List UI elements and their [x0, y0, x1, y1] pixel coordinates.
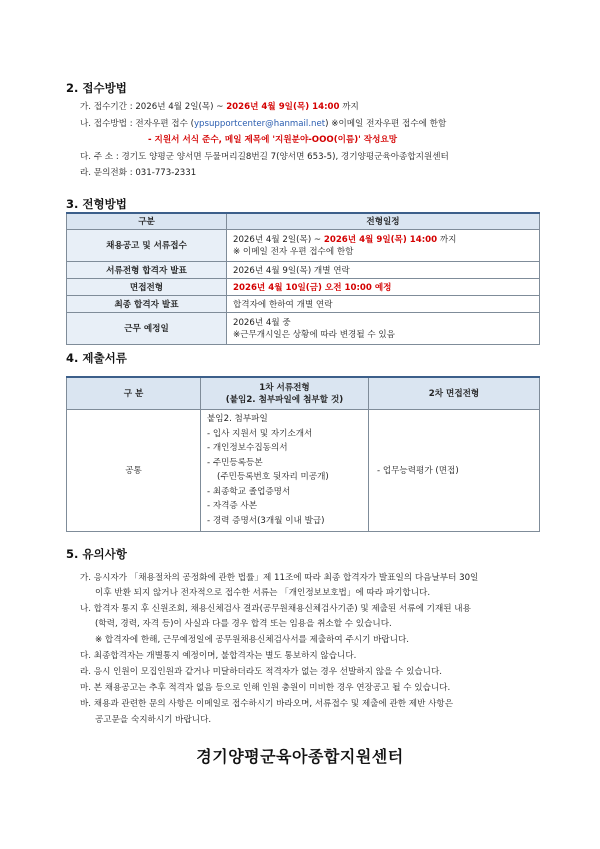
method-note: - 지원서 서식 준수, 메일 제목에 '지원분야-OOO(이름)' 작성요망 — [148, 135, 398, 145]
notice-line: ※ 합격자에 한해, 근무예정일에 공무원채용신체검사서를 제출하여 주시기 바랍니다. — [95, 635, 410, 645]
interview-value: - 업무능력평가 (면접) — [369, 409, 540, 531]
section-2-title: 2. 접수방법 — [66, 81, 127, 95]
notice-line: 다. 최종합격자는 개별통지 예정이며, 불합격자는 별도 통보하지 않습니다. — [80, 651, 357, 661]
stage-label: 최종 합격자 발표 — [67, 295, 227, 312]
organization-name: 경기양평군육아종합지원센터 — [196, 747, 404, 766]
stage-label: 면접전형 — [67, 278, 227, 295]
table-row — [67, 295, 540, 312]
phone-line: 라. 문의전화 : 031-773-2331 — [80, 168, 197, 178]
list-item: (주민등록번호 뒷자리 미공개) — [217, 472, 329, 482]
selection-schedule-table — [66, 212, 540, 345]
col-type: 구 분 — [67, 377, 201, 409]
list-item: 붙임2. 첨부파일 — [207, 414, 268, 424]
stage-value: 2026년 4월 중 ※근무개시일은 상황에 따라 변경될 수 있음 — [227, 312, 540, 344]
list-item: - 주민등록등본 — [207, 457, 263, 468]
documents-table — [66, 376, 540, 532]
notice-line: 이후 반환 되지 않거나 전자적으로 접수한 서류는 「개인정보보호법」에 따라 파기합니다. — [95, 588, 431, 598]
stage-value: 2026년 4월 10일(금) 오전 10:00 예정 — [227, 278, 540, 295]
notice-line: 가. 응시자가 「채용절차의 공정화에 관한 법률」제 11조에 따라 최종 합격자가 발표일의 다음날부터 30일 — [80, 573, 479, 583]
list-item: - 입사 지원서 및 자기소개서 — [207, 428, 313, 439]
section-4-title: 4. 제출서류 — [66, 351, 127, 365]
col-stage: 구분 — [67, 213, 227, 229]
list-item: - 최종학교 졸업증명서 — [207, 486, 291, 497]
notice-line: 나. 합격자 통지 후 신원조회, 채용신체검사 결과(공무원채용신체검사기준) 및 제출된 서류에 기재된 내용 — [80, 604, 471, 614]
col-first-round: 1차 서류전형 (붙임2. 첨부파일에 첨부할 것) — [201, 377, 369, 409]
col-second-round: 2차 면접전형 — [369, 377, 540, 409]
list-item: - 경력 증명서(3개월 이내 발급) — [207, 515, 325, 526]
notice-line: (학력, 경력, 자격 등)이 사실과 다를 경우 합격 또는 임용을 취소할 수 있습니다. — [95, 619, 392, 629]
period-line: 가. 접수기간 : 2026년 4월 2일(목) ~ 2026년 4월 9일(목) 14:00 까지 — [80, 102, 359, 112]
stage-value: 2026년 4월 9일(목) 개별 연락 — [227, 261, 540, 278]
col-schedule: 전형일정 — [227, 213, 540, 229]
row-label: 공통 — [67, 409, 201, 531]
list-item: - 자격증 사본 — [207, 501, 258, 511]
table-row — [67, 261, 540, 278]
table-row — [67, 278, 540, 295]
table-row — [67, 409, 540, 531]
stage-label: 채용공고 및 서류접수 — [67, 229, 227, 261]
section-5-title: 5. 유의사항 — [66, 547, 127, 561]
contact-email-link[interactable]: ypsupportcenter@hanmail.net — [193, 119, 326, 129]
notice-line: 라. 응시 인원이 모집인원과 같거나 미달하더라도 적격자가 없는 경우 선발하지 않을 수 있습니다. — [80, 667, 443, 677]
table-row — [67, 312, 540, 344]
stage-label: 근무 예정일 — [67, 312, 227, 344]
notice-line: 공고문을 숙지하시기 바랍니다. — [95, 715, 212, 725]
document-list — [201, 409, 369, 531]
notice-line: 마. 본 채용공고는 추후 적격자 없음 등으로 인해 인원 충원이 미비한 경우 연장공고 될 수 있습니다. — [80, 683, 451, 693]
list-item: - 개인정보수집동의서 — [207, 443, 288, 453]
stage-value: 합격자에 한하여 개별 연락 — [227, 295, 540, 312]
address-line: 다. 주 소 : 경기도 양평군 양서면 두물머리길8번길 7(양서면 653-5), 경기양평군육아종합지원센터 — [80, 152, 449, 162]
period-start: 2026년 4월 2일(목) ~ — [135, 102, 227, 112]
period-deadline: 2026년 4월 9일(목) 14:00 — [226, 102, 340, 112]
notice-line: 바. 채용과 관련한 문의 사항은 이메일로 접수하시기 바라오며, 서류접수 및 제출에 관한 제반 사항은 — [80, 699, 454, 709]
table-row — [67, 229, 540, 261]
method-line: 나. 접수방법 : 전자우편 접수 (ypsupportcenter@hanmail.net) ※이메일 전자우편 접수에 한함 — [80, 119, 447, 129]
section-3-title: 3. 전형방법 — [66, 197, 127, 211]
stage-label: 서류전형 합격자 발표 — [67, 261, 227, 278]
stage-value: 2026년 4월 2일(목) ~ 2026년 4월 9일(목) 14:00 까지 ※ 이메일 전자 우편 접수에 한함 — [227, 229, 540, 261]
